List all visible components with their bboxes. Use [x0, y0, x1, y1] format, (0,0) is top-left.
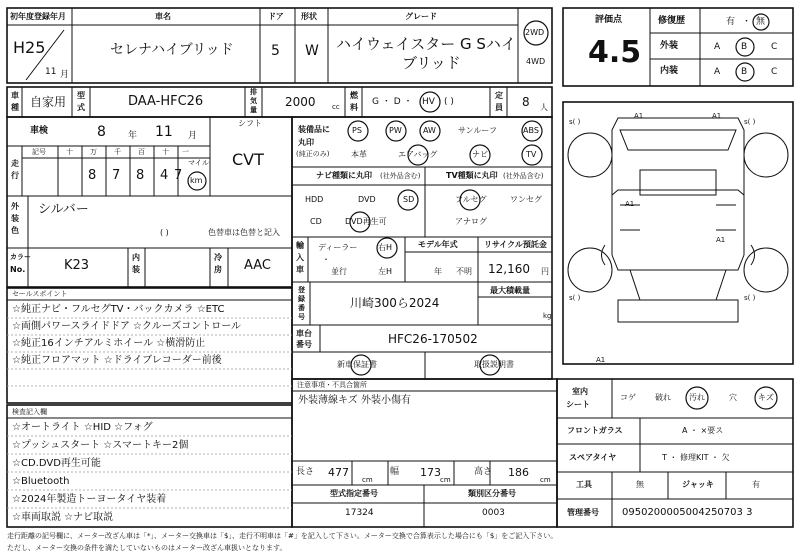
- wheel-fl-size: s( ): [569, 118, 581, 126]
- color-label-2: 装: [11, 214, 19, 223]
- equip-leather: 本革: [351, 150, 367, 159]
- inspector-note-5: ☆2024年製造トーヨータイヤ装着: [12, 494, 167, 505]
- navi-hdd: HDD: [305, 195, 324, 204]
- navi-sd: SD: [403, 195, 415, 204]
- inspection-year: 8: [97, 124, 106, 140]
- model-year-unit: 年: [434, 267, 442, 276]
- inspection-label: 車検: [30, 126, 49, 136]
- inspection-year-unit: 年: [128, 131, 138, 141]
- seat-hole: 穴: [729, 393, 737, 402]
- chassis-label-1: 車台: [296, 329, 312, 338]
- mark-2: A1: [712, 112, 722, 120]
- inspector-note-4: ☆Bluetooth: [12, 476, 70, 487]
- exterior-grade-b: B: [741, 42, 748, 52]
- repair-no: 無: [756, 17, 766, 27]
- seat-scratch: キズ: [758, 393, 774, 402]
- score-label: 評価点: [595, 15, 623, 25]
- load-label: 最大積載量: [490, 286, 530, 295]
- equipment-label-3: (純正のみ): [296, 150, 330, 158]
- management-value: 0950200005004250703 3: [622, 507, 753, 518]
- capacity-label-1: 定: [495, 91, 503, 100]
- model-label-top: 型: [77, 91, 85, 100]
- recycle-unit: 円: [541, 267, 549, 276]
- digit-header-10: 十: [162, 148, 169, 156]
- wheel-fr-size: s( ): [744, 118, 756, 126]
- windshield-options: A ・ ×要ス: [682, 426, 724, 435]
- first-reg-month-unit: 月: [60, 70, 70, 80]
- width-unit: cm: [440, 476, 451, 484]
- width-value: 173: [420, 466, 441, 479]
- tv-analog: アナログ: [455, 217, 487, 226]
- seat-burn: コゲ: [620, 393, 636, 402]
- tv-title-note: (社外品含む): [503, 172, 544, 180]
- length-unit: cm: [362, 476, 373, 484]
- disp-label-2: 気: [250, 97, 257, 105]
- mileage-unit-km: km: [190, 176, 203, 185]
- caution-title: 注意事項・不具合箇所: [297, 381, 367, 389]
- mileage-digit-1: 8: [88, 168, 97, 183]
- mileage-digit-2: 7: [112, 168, 121, 183]
- interior-color-label-2: 装: [132, 265, 140, 274]
- use-value: 自家用: [30, 95, 67, 109]
- mark-4: A1: [716, 236, 726, 244]
- equipment-label-2: 丸印: [298, 138, 314, 147]
- navi-dvd-play: DVD再生可: [345, 217, 387, 226]
- windshield-label: フロントガラス: [567, 426, 623, 435]
- chassis-value: HFC26-170502: [388, 332, 478, 346]
- import-right-h: 右H: [378, 243, 393, 252]
- mileage-label-2: 行: [11, 171, 19, 180]
- footer-line-1: 走行距離の記号欄に、メーター改ざん車は「*」、メーター交換車は「$」、走行不明車は「#」を記入して下さい。メーター交換で合算表示した場合にも「$」をご記入下さい。: [7, 532, 558, 540]
- digit-header-100: 百: [138, 148, 145, 156]
- inspector-note-1: ☆オートライト ☆HID ☆フォグ: [12, 422, 153, 433]
- model-label-bottom: 式: [77, 103, 85, 112]
- first-reg-month: 11: [45, 67, 57, 77]
- tv-title: TV種類に丸印: [446, 171, 498, 180]
- score-value: 4.5: [588, 35, 642, 70]
- drive-2wd: 2WD: [525, 28, 545, 37]
- equip-pw: PW: [389, 126, 402, 135]
- fuel-label-2: 料: [350, 103, 358, 112]
- import-left-h: 左H: [378, 267, 393, 276]
- color-no-label-2: No.: [10, 265, 26, 274]
- fuel-selected: HV: [422, 97, 435, 107]
- seat-stain: 汚れ: [689, 393, 705, 402]
- chassis-label-2: 番号: [296, 340, 312, 349]
- interior-sheet-label-1: 室内: [572, 387, 588, 396]
- footer-line-2: ただし、メーター交換の条件を満たしていないものはメーター改ざん車扱いとなります。: [7, 544, 287, 552]
- wheel-rl-size: s( ): [569, 294, 581, 302]
- doors-value: 5: [271, 43, 280, 59]
- disp-label-1: 排: [250, 88, 257, 96]
- width-label: 幅: [390, 467, 400, 477]
- digit-header-1k: 千: [114, 148, 121, 156]
- exterior-grade-a: A: [714, 42, 721, 52]
- plate-label-4: 号: [298, 313, 305, 321]
- color-label-1: 外: [11, 202, 19, 211]
- tools-label: 工具: [576, 480, 592, 489]
- color-value: シルバー: [38, 202, 89, 217]
- import-dealer: ディーラー: [318, 243, 358, 252]
- mileage-digit-4: 4: [160, 168, 169, 183]
- ac-label-2: 房: [214, 265, 222, 274]
- digit-header-mile: マイル: [188, 159, 209, 167]
- repair-label: 修復歴: [658, 16, 686, 26]
- digit-header-10k: 万: [90, 148, 97, 156]
- car-name-value: セレナハイブリッド: [110, 42, 234, 58]
- plate-label-2: 録: [298, 295, 305, 303]
- management-label: 管理番号: [567, 508, 599, 517]
- inspector-notes-title: 検査記入欄: [12, 408, 47, 416]
- inspection-month-unit: 月: [188, 131, 198, 141]
- sales-point-3: ☆純正16インチアルミホイール ☆横滑防止: [12, 338, 206, 349]
- interior-grade-a: A: [714, 67, 721, 77]
- car-damage-diagram: [568, 118, 788, 322]
- fuel-paren: ( ): [444, 97, 454, 107]
- displacement-unit: cc: [332, 103, 340, 111]
- equip-abs: ABS: [523, 126, 539, 135]
- capacity-label-2: 員: [495, 103, 503, 112]
- fuel-label-1: 燃: [350, 91, 358, 100]
- equip-tv: TV: [526, 150, 537, 159]
- import-label-2: 入: [296, 253, 304, 262]
- length-value: 477: [328, 466, 349, 479]
- equip-sunroof: サンルーフ: [458, 126, 497, 135]
- digit-header-100k: 十: [66, 148, 73, 156]
- digit-header-symbol: 記号: [32, 148, 46, 156]
- inspector-note-2: ☆プッシュスタート ☆スマートキー2個: [12, 440, 189, 451]
- grade-label: グレード: [405, 12, 437, 21]
- shift-value: CVT: [232, 150, 264, 169]
- exterior-grade-c: C: [771, 42, 778, 52]
- grade-line-2: ブリッド: [402, 54, 461, 72]
- mark-1: A1: [634, 112, 644, 120]
- navi-dvd: DVD: [358, 195, 376, 204]
- load-unit: kg: [543, 312, 552, 320]
- equip-airbag: エアバッグ: [398, 150, 438, 159]
- drive-4wd: 4WD: [526, 57, 546, 66]
- mileage-digit-3: 8: [136, 168, 145, 183]
- spare-label: スペアタイヤ: [569, 453, 617, 462]
- displacement-value: 2000: [285, 95, 316, 109]
- doors-label: ドア: [268, 12, 284, 21]
- use-label-top: 車: [11, 91, 19, 100]
- plate-value: 川崎300ら2024: [350, 296, 440, 310]
- navi-cd: CD: [310, 217, 322, 226]
- class-code-value: 0003: [482, 508, 505, 518]
- warranty-card: 新車保証書: [337, 360, 377, 369]
- color-label-3: 色: [11, 226, 19, 235]
- import-dot: ・: [322, 255, 330, 264]
- ac-label-1: 冷: [214, 253, 222, 262]
- tv-fullseg: フルセグ: [455, 195, 487, 204]
- type-code-value: 17324: [345, 508, 374, 518]
- color-paren: ( ): [160, 228, 169, 237]
- wheel-rr-size: s( ): [744, 294, 756, 302]
- digit-header-1: 一: [182, 148, 189, 156]
- mileage-digit-5: 7: [174, 168, 183, 183]
- seat-tear: 破れ: [655, 393, 671, 402]
- type-code-label: 型式指定番号: [330, 489, 378, 498]
- import-parallel: 並行: [331, 267, 347, 276]
- interior-grade-b: B: [741, 67, 748, 77]
- import-label-1: 輸: [296, 241, 304, 250]
- color-no-label-1: カラー: [10, 253, 31, 261]
- inspection-month: 11: [155, 124, 173, 140]
- mark-3: A1: [625, 200, 635, 208]
- equip-navi: ナビ: [472, 150, 488, 159]
- mileage-label-1: 走: [11, 159, 19, 168]
- use-label-bottom: 種: [11, 103, 19, 112]
- first-reg-label: 初年度登録年月: [10, 12, 66, 21]
- equip-aw: AW: [423, 126, 436, 135]
- sales-point-2: ☆両側パワースライドドア ☆クルーズコントロール: [12, 321, 242, 332]
- model-value: DAA-HFC26: [128, 94, 204, 109]
- recycle-label: リサイクル預託金: [484, 240, 547, 249]
- interior-sheet-label-2: シート: [566, 400, 590, 409]
- height-label: 高さ: [474, 467, 493, 477]
- jack-value: 有: [752, 480, 760, 489]
- sales-points-title: セールスポイント: [12, 290, 68, 298]
- manual: 取扱説明書: [474, 360, 514, 369]
- tv-oneseg: ワンセグ: [510, 195, 542, 204]
- shape-value: W: [305, 43, 319, 59]
- capacity-unit: 人: [540, 103, 548, 112]
- disp-label-3: 量: [250, 106, 257, 114]
- exterior-label: 外装: [660, 41, 679, 51]
- mark-5: A1: [596, 356, 606, 364]
- tools-value: 無: [636, 480, 644, 489]
- inspector-note-6: ☆車両取説 ☆ナビ取説: [12, 512, 114, 523]
- capacity-value: 8: [522, 95, 530, 109]
- sales-point-1: ☆純正ナビ・フルセグTV・バックカメラ ☆ETC: [12, 304, 225, 315]
- interior-label: 内装: [660, 66, 679, 76]
- import-label-3: 車: [296, 265, 304, 274]
- car-name-label: 車名: [155, 12, 171, 21]
- model-year-label: モデル年式: [418, 240, 458, 249]
- navi-title: ナビ種類に丸印: [316, 171, 372, 180]
- caution-text: 外装薄線キズ 外装小傷有: [298, 395, 411, 406]
- interior-color-label-1: 内: [132, 253, 140, 262]
- length-label: 長さ: [296, 467, 315, 477]
- sales-point-4: ☆純正フロアマット ☆ドライブレコーダー前後: [12, 355, 222, 366]
- spare-options: T ・ 修理KIT ・ 欠: [662, 453, 730, 462]
- navi-title-note: (社外品含む): [380, 172, 421, 180]
- repair-yes: 有: [726, 17, 736, 27]
- class-code-label: 類別区分番号: [468, 489, 516, 498]
- repair-sep: ・: [742, 17, 752, 27]
- shift-label: シフト: [238, 119, 262, 128]
- grade-line-1: ハイウェイスター G Sハイ: [336, 35, 516, 53]
- first-reg-era: H25: [13, 38, 46, 57]
- plate-label-3: 番: [298, 304, 305, 312]
- recycle-value: 12,160: [488, 262, 530, 276]
- color-no-value: K23: [64, 258, 90, 273]
- inspector-note-3: ☆CD.DVD再生可能: [12, 458, 101, 469]
- equipment-label: 装備品に: [298, 125, 330, 134]
- shape-label: 形状: [301, 12, 317, 21]
- plate-label-1: 登: [298, 286, 305, 294]
- fuel-options: G ・ D ・: [372, 97, 413, 107]
- height-value: 186: [508, 466, 529, 479]
- color-note: 色替車は色替と記入: [208, 228, 280, 237]
- interior-grade-c: C: [771, 67, 778, 77]
- ac-value: AAC: [244, 258, 271, 273]
- height-unit: cm: [540, 476, 551, 484]
- jack-label: ジャッキ: [682, 480, 714, 489]
- model-year-unknown: 不明: [456, 267, 472, 276]
- equip-ps: PS: [352, 126, 362, 135]
